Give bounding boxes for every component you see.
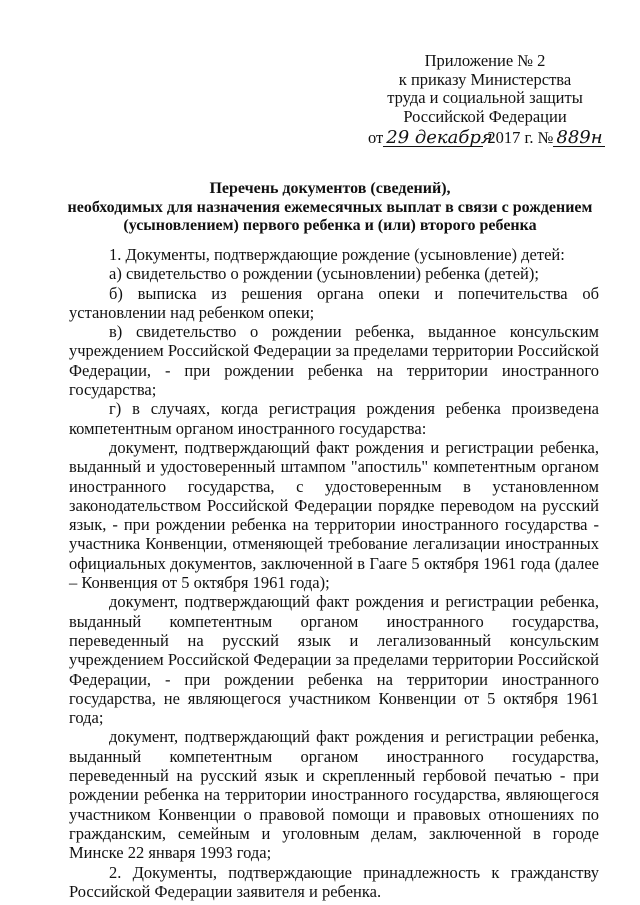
annex-header <box>370 52 600 126</box>
paragraph-2-heading: 2. Документы, подтверждающие принадлежность к гражданству Российской Федерации заявителя и ребенка. <box>69 862 599 901</box>
paragraph-1b: б) выписка из решения органа опеки и попечительства об установлении над ребенком опеки; <box>69 283 599 322</box>
title-line-2: необходимых для назначения ежемесячных выплат в связи с рождением <box>67 198 593 216</box>
order-date-handwritten: 29 декабря <box>383 129 483 147</box>
annex-country: Российской Федерации <box>403 106 567 126</box>
order-number-handwritten: 889н <box>553 129 605 147</box>
paragraph-1a: а) свидетельство о рождении (усыновлении) ребенка (детей); <box>109 264 539 284</box>
document-title <box>60 180 600 236</box>
annex-ministry: труда и социальной защиты <box>387 88 583 107</box>
paragraph-1v: в) свидетельство о рождении ребенка, выданное консульским учреждением Российской Федерации за пределами территории Российской Федерации, - при рождении ребенка на территории иностранного государства; <box>69 322 599 400</box>
paragraph-legalized-doc: документ, подтверждающий факт рождения и регистрации ребенка, выданный компетентным органом иностранного государства, переведенный на русский язык и легализованный консульским учреждением Российской Федерации за пределами территории Российской Федерации, - при рождении ребенка на территории иностранного государства, не являющегося участником Конвенции от 5 октября 1961 года; <box>69 592 599 728</box>
annex-number: Приложение № 2 <box>424 51 546 70</box>
title-line-1: Перечень документов (сведений), <box>209 180 451 197</box>
order-prefix: от <box>368 128 384 147</box>
paragraph-minsk-doc: документ, подтверждающий факт рождения и регистрации ребенка, выданный компетентным органом иностранного государства, переведенный на русский язык и скрепленный гербовой печатью - при рождении ребенка на территории иностранного государства, являющегося участником Конвенции о правовой помощи и правовых отношениях по гражданским, семейным и уголовным делам, заключенной в городе Минске 22 января 1993 года; <box>69 727 599 863</box>
order-date-line <box>368 128 605 148</box>
document-body <box>69 245 599 901</box>
paragraph-1g: г) в случаях, когда регистрация рождения ребенка произведена компетентным органом иностранного государства: <box>69 399 599 438</box>
paragraph-apostille-doc: документ, подтверждающий факт рождения и регистрации ребенка, выданный и удостоверенный штампом "апостиль" компетентным органом иностранного государства, с удостоверенным в установленном законодательством Российской Федерации порядке переводом на русский язык, - при рождении ребенка на территории иностранного государства - участника Конвенции, отменяющей требование легализации иностранных официальных документов, заключенной в Гааге 5 октября 1961 года (далее – Конвенция от 5 октября 1961 года); <box>69 437 599 593</box>
annex-order-ref: к приказу Министерства <box>398 69 572 89</box>
title-line-3: (усыновлением) первого ребенка и (или) второго ребенка <box>123 217 537 234</box>
paragraph-1-heading: 1. Документы, подтверждающие рождение (усыновление) детей: <box>109 245 565 264</box>
order-year: 2017 <box>487 128 521 147</box>
order-number-label: г. № <box>524 128 554 147</box>
